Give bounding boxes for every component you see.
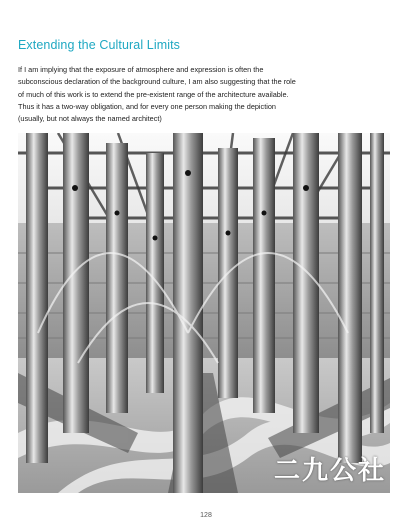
body-paragraph: If I am implying that the exposure of atmosphere and expression is often the subconscious declaration of the background culture, I am also suggesting that the role of much of this work is to extend the pre-existent range of the architecture available. Thus it has a two-way obligation, and for every one person making the depiction (usually, but not always the named architect) bbox=[18, 65, 296, 124]
section-heading: Extending the Cultural Limits bbox=[18, 38, 181, 52]
page-number: 128 bbox=[200, 512, 212, 519]
architectural-rendering bbox=[18, 133, 390, 493]
rendering-illustration bbox=[18, 133, 390, 493]
watermark-logo: 二九公社 bbox=[273, 456, 386, 486]
